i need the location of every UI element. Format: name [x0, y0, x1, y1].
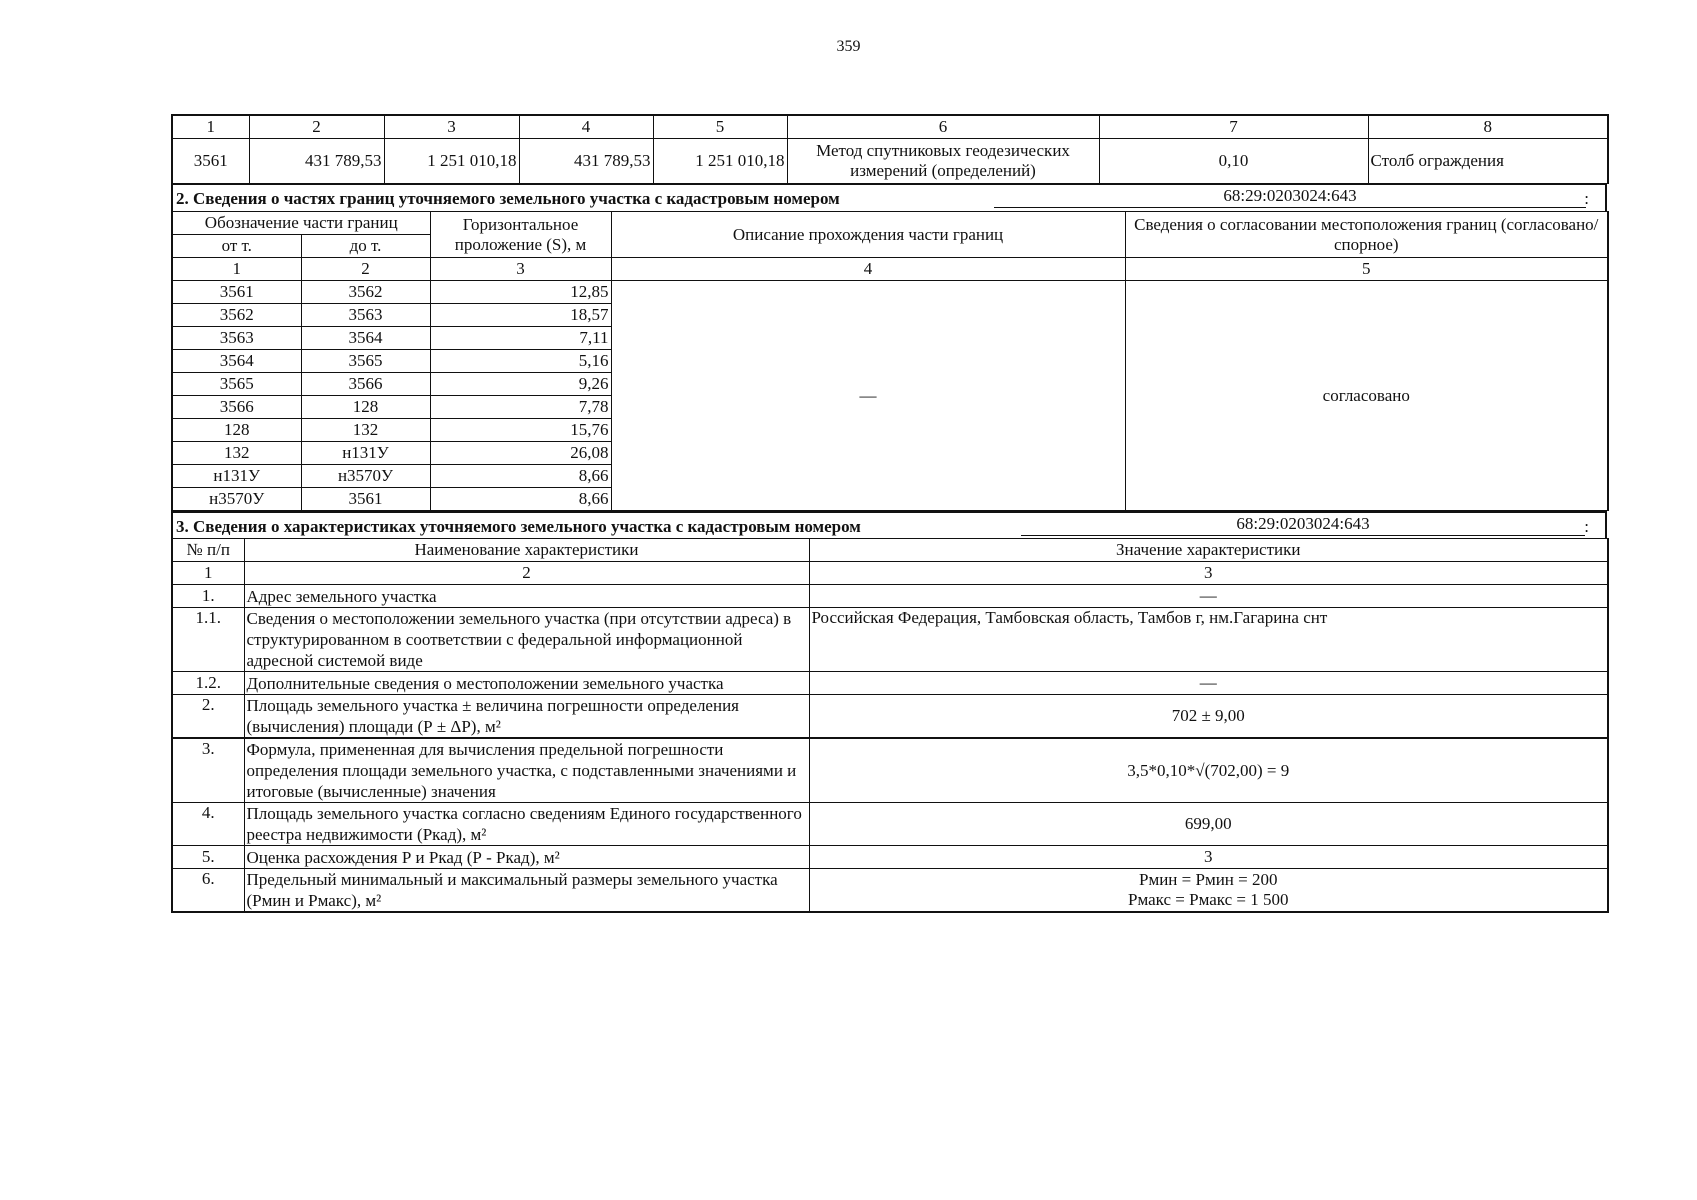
to-point: н131У: [301, 442, 430, 465]
characteristic-name: Формула, примененная для вычисления предельной погрешности определения площади земельного участка, с подставленными значениями и итоговые (вычисленные) значения: [244, 738, 809, 803]
horizontal-distance: 18,57: [430, 304, 611, 327]
table-number-row: [172, 258, 1608, 281]
col-num: 5: [653, 115, 787, 139]
point-name: 3561: [172, 139, 249, 184]
header-value: Значение характеристики: [809, 539, 1608, 562]
horizontal-distance: 7,11: [430, 327, 611, 350]
page-number: 359: [836, 38, 861, 55]
table-row: [172, 672, 1608, 695]
col-num: 1: [172, 258, 301, 281]
document-body: [171, 114, 1607, 913]
boundary-description-value: —: [611, 281, 1125, 511]
characteristic-value: 3: [809, 846, 1608, 869]
agreement-value: согласовано: [1125, 281, 1608, 511]
table-row: [172, 803, 1608, 846]
characteristic-value: 702 ± 9,00: [809, 695, 1608, 739]
col-num: 3: [430, 258, 611, 281]
to-point: 3566: [301, 373, 430, 396]
table-row: [172, 695, 1608, 739]
characteristic-name: Предельный минимальный и максимальный размеры земельного участка (Рмин и Рмакс), м²: [244, 869, 809, 913]
row-num: 6.: [172, 869, 244, 913]
accuracy: 0,10: [1099, 139, 1368, 184]
to-point: н3570У: [301, 465, 430, 488]
horizontal-distance: 12,85: [430, 281, 611, 304]
header-num: № п/п: [172, 539, 244, 562]
col-num: 3: [809, 562, 1608, 585]
col-num: 7: [1099, 115, 1368, 139]
to-point: 132: [301, 419, 430, 442]
to-point: 3561: [301, 488, 430, 511]
horizontal-distance: 8,66: [430, 465, 611, 488]
row-num: 4.: [172, 803, 244, 846]
from-point: 3565: [172, 373, 301, 396]
table-row: [172, 738, 1608, 803]
table-header-row: [172, 115, 1608, 139]
to-point: 3562: [301, 281, 430, 304]
row-num: 3.: [172, 738, 244, 803]
from-point: 132: [172, 442, 301, 465]
header-horizontal: Горизонтальное проложение (S), м: [430, 212, 611, 258]
table-row: [172, 608, 1608, 672]
section-3-title: 3. Сведения о характеристиках уточняемого земельного участка с кадастровым номером: [176, 517, 861, 536]
method: Метод спутниковых геодезических измерений (определений): [787, 139, 1099, 184]
col-num: 5: [1125, 258, 1608, 281]
characteristic-name: Дополнительные сведения о местоположении земельного участка: [244, 672, 809, 695]
section-2-title: 2. Сведения о частях границ уточняемого земельного участка с кадастровым номером: [176, 189, 840, 208]
characteristic-name: Площадь земельного участка ± величина погрешности определения (вычисления) площади (Р ± ΔР), м²: [244, 695, 809, 739]
from-point: 3562: [172, 304, 301, 327]
point-description: Столб ограждения: [1368, 139, 1608, 184]
col-num: 8: [1368, 115, 1608, 139]
characteristic-name: Адрес земельного участка: [244, 585, 809, 608]
characteristic-name: Оценка расхождения Р и Ркад (Р - Ркад), м²: [244, 846, 809, 869]
coord-y2: 1 251 010,18: [653, 139, 787, 184]
header-description: Описание прохождения части границ: [611, 212, 1125, 258]
table-row: [172, 281, 1608, 304]
table-row: [172, 869, 1608, 913]
boundary-parts-table: [171, 211, 1609, 511]
from-point: 3561: [172, 281, 301, 304]
characteristic-value: [809, 869, 1608, 913]
header-designation: Обозначение части границ: [172, 212, 430, 235]
header-to: до т.: [301, 235, 430, 258]
from-point: 128: [172, 419, 301, 442]
horizontal-distance: 7,78: [430, 396, 611, 419]
col-num: 2: [244, 562, 809, 585]
table-row: [172, 846, 1608, 869]
to-point: 3565: [301, 350, 430, 373]
to-point: 3563: [301, 304, 430, 327]
table-header-row: [172, 212, 1608, 235]
horizontal-distance: 8,66: [430, 488, 611, 511]
characteristics-table: [171, 538, 1609, 913]
col-num: 2: [249, 115, 384, 139]
section-2-cadastral-number: 68:29:0203024:643: [994, 185, 1586, 208]
coordinates-table: [171, 114, 1609, 184]
characteristic-value: —: [809, 672, 1608, 695]
horizontal-distance: 26,08: [430, 442, 611, 465]
to-point: 3564: [301, 327, 430, 350]
row-num: 5.: [172, 846, 244, 869]
from-point: н131У: [172, 465, 301, 488]
characteristic-value: 3,5*0,10*√(702,00) = 9: [809, 738, 1608, 803]
table-header-row: [172, 539, 1608, 562]
max-size-value: Рмакс = Рмакс = 1 500: [1128, 890, 1289, 909]
horizontal-distance: 5,16: [430, 350, 611, 373]
coord-x1: 431 789,53: [249, 139, 384, 184]
row-num: 1.2.: [172, 672, 244, 695]
section-2-title-row: [171, 184, 1607, 211]
coord-y1: 1 251 010,18: [384, 139, 519, 184]
from-point: 3564: [172, 350, 301, 373]
from-point: н3570У: [172, 488, 301, 511]
coord-x2: 431 789,53: [519, 139, 653, 184]
row-num: 1.1.: [172, 608, 244, 672]
characteristic-value: 699,00: [809, 803, 1608, 846]
row-num: 1.: [172, 585, 244, 608]
section-3-cadastral-number: 68:29:0203024:643: [1021, 513, 1585, 536]
min-size-value: Рмин = Рмин = 200: [1139, 870, 1278, 889]
header-name: Наименование характеристики: [244, 539, 809, 562]
header-agreement: Сведения о согласовании местоположения границ (согласовано/спорное): [1125, 212, 1608, 258]
col-num: 3: [384, 115, 519, 139]
table-row: [172, 585, 1608, 608]
col-num: 1: [172, 562, 244, 585]
horizontal-distance: 9,26: [430, 373, 611, 396]
characteristic-value: —: [809, 585, 1608, 608]
section-3-title-row: [171, 511, 1607, 538]
characteristic-value: Российская Федерация, Тамбовская область, Тамбов г, нм.Гагарина снт: [809, 608, 1608, 672]
col-num: 1: [172, 115, 249, 139]
section-3-colon: :: [1584, 517, 1589, 536]
from-point: 3566: [172, 396, 301, 419]
to-point: 128: [301, 396, 430, 419]
horizontal-distance: 15,76: [430, 419, 611, 442]
col-num: 4: [611, 258, 1125, 281]
col-num: 4: [519, 115, 653, 139]
characteristic-name: Площадь земельного участка согласно сведениям Единого государственного реестра недвижимости (Ркад), м²: [244, 803, 809, 846]
characteristic-name: Сведения о местоположении земельного участка (при отсутствии адреса) в структурированном в соответствии с федеральной информационной адресной системой виде: [244, 608, 809, 672]
from-point: 3563: [172, 327, 301, 350]
section-2-colon: :: [1584, 189, 1589, 208]
row-num: 2.: [172, 695, 244, 739]
table-row: [172, 139, 1608, 184]
col-num: 2: [301, 258, 430, 281]
col-num: 6: [787, 115, 1099, 139]
header-from: от т.: [172, 235, 301, 258]
table-number-row: [172, 562, 1608, 585]
